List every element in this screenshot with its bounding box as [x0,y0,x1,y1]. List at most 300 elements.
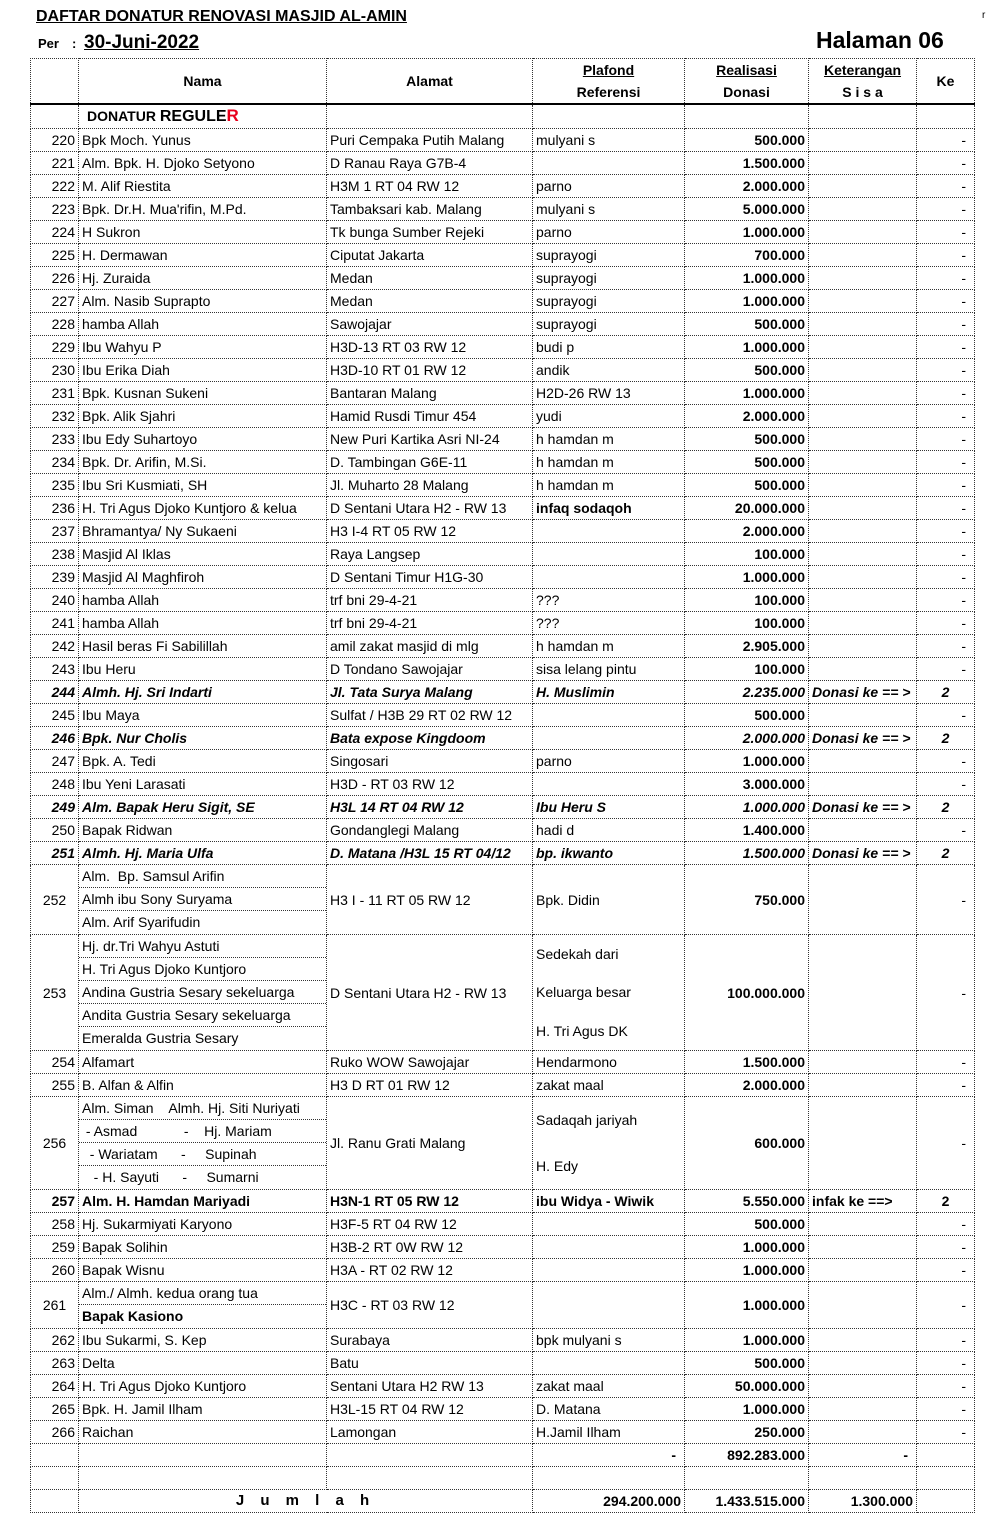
table-row [31,474,975,497]
row-number: 223 [31,198,79,221]
row-number: 244 [31,681,79,704]
donation-count: 2 [917,727,975,750]
donor-name: Hj. Zuraida [79,267,327,290]
donation-amount: 3.000.000 [685,773,809,796]
donor-address: H3F-5 RT 04 RW 12 [327,1213,533,1236]
table-row [31,658,975,681]
donation-amount: 1.000.000 [685,1398,809,1421]
donor-name-list [79,1282,327,1329]
row-number: 266 [31,1421,79,1444]
table-row [31,704,975,727]
donor-name: Bpk. Alik Sjahri [79,405,327,428]
section-prefix: DONATUR [87,108,160,124]
section-empty-2 [533,104,685,129]
header-alamat: Alamat [327,59,533,105]
donation-amount: 1.000.000 [685,267,809,290]
donation-amount: 1.500.000 [685,1051,809,1074]
row-number: 230 [31,359,79,382]
row-number: 247 [31,750,79,773]
total-empty-2 [917,1490,975,1513]
table-row [31,1074,975,1097]
page-number: Halaman 06 [816,27,944,53]
donor-address: trf bni 29-4-21 [327,612,533,635]
donor-name: Bpk. Kusnan Sukeni [79,382,327,405]
donor-name: Bpk. Dr. Arifin, M.Si. [79,451,327,474]
donation-amount: 1.000.000 [685,796,809,819]
row-number: 254 [31,1051,79,1074]
reference: ??? [533,612,685,635]
donor-address: H3D-13 RT 03 RW 12 [327,336,533,359]
donation-count: - [917,1282,975,1329]
donor-address: D. Tambingan G6E-11 [327,451,533,474]
remark [809,405,917,428]
reference: Hendarmono [533,1051,685,1074]
donation-amount: 100.000 [685,589,809,612]
remark [809,704,917,727]
remark [809,382,917,405]
row-number: 221 [31,152,79,175]
donation-count: - [917,612,975,635]
row-number: 240 [31,589,79,612]
donor-address: Singosari [327,750,533,773]
grand-total-row [31,1490,975,1513]
donor-name: Bpk. Dr.H. Mua'rifin, M.Pd. [79,198,327,221]
reference: infaq sodaqoh [533,497,685,520]
donation-amount: 2.000.000 [685,727,809,750]
reference-line: Keluarga besar [536,984,631,1001]
table-row [31,1213,975,1236]
donation-count: - [917,359,975,382]
header-realisasi-line1: Realisasi [716,62,777,78]
donation-count: - [917,566,975,589]
donor-name-line: H. Tri Agus Djoko Kuntjoro [79,958,326,981]
table-row [31,198,975,221]
donor-name: Almh. Hj. Maria Ulfa [79,842,327,865]
donation-count: - [917,589,975,612]
donation-count: - [917,175,975,198]
reference: H2D-26 RW 13 [533,382,685,405]
donation-count: 2 [917,796,975,819]
donation-amount: 1.000.000 [685,566,809,589]
donation-amount: 1.000.000 [685,221,809,244]
donor-address: Batu [327,1352,533,1375]
header-realisasi [685,59,809,105]
donation-amount: 2.000.000 [685,520,809,543]
row-number: 251 [31,842,79,865]
donor-name: Hj. Sukarmiyati Karyono [79,1213,327,1236]
total-sisa: 1.300.000 [809,1490,917,1513]
donation-count: - [917,221,975,244]
donation-count: - [917,750,975,773]
donor-address: H3B-2 RT 0W RW 12 [327,1236,533,1259]
remark [809,359,917,382]
section-empty-3 [685,104,809,129]
reference: zakat maal [533,1375,685,1398]
donor-address: D. Matana /H3L 15 RT 04/12 [327,842,533,865]
header-nama: Nama [79,59,327,105]
donor-name: Ibu Wahyu P [79,336,327,359]
reference [533,704,685,727]
remark [809,290,917,313]
remark [809,497,917,520]
remark [809,1213,917,1236]
reference [533,1097,685,1190]
donation-amount: 100.000 [685,658,809,681]
donation-count: - [917,1375,975,1398]
donation-amount: 1.000.000 [685,1282,809,1329]
table-row [31,1051,975,1074]
reference: budi p [533,336,685,359]
donation-count: - [917,244,975,267]
donor-name: Masjid Al Maghfiroh [79,566,327,589]
donation-amount: 250.000 [685,1421,809,1444]
row-number: 253 [31,935,79,1051]
donor-name: B. Alfan & Alfin [79,1074,327,1097]
separator-cell [533,1467,685,1490]
donor-name-line: Bapak Kasiono [82,1308,184,1324]
donor-name-line: Emeralda Gustria Sesary [82,1030,239,1046]
donor-name: H. Dermawan [79,244,327,267]
reference [533,1236,685,1259]
row-number: 259 [31,1236,79,1259]
donor-table [30,58,975,1513]
donation-count: - [917,129,975,152]
reference-line: H. Tri Agus DK [536,1022,628,1039]
donor-name-line: - Wariatam - Supinah [79,1143,326,1166]
row-number: 258 [31,1213,79,1236]
row-number: 260 [31,1259,79,1282]
reference: parno [533,175,685,198]
donor-address: Raya Langsep [327,543,533,566]
remark [809,935,917,1051]
table-row [31,1398,975,1421]
reference: parno [533,221,685,244]
remark [809,1259,917,1282]
row-number: 252 [31,865,79,935]
remark [809,1074,917,1097]
donor-name: Bapak Solihin [79,1236,327,1259]
table-row [31,1375,975,1398]
table-row [31,1190,975,1213]
donor-name: hamba Allah [79,313,327,336]
remark [809,1352,917,1375]
reference-line: H. Edy [536,1158,579,1174]
row-number: 232 [31,405,79,428]
table-row [31,152,975,175]
remark [809,313,917,336]
row-number: 255 [31,1074,79,1097]
donor-address: Sentani Utara H2 RW 13 [327,1375,533,1398]
reference: h hamdan m [533,474,685,497]
total-label: J u m l a h [79,1490,533,1513]
donation-amount: 100.000 [685,543,809,566]
donor-address: Ciputat Jakarta [327,244,533,267]
table-row [31,1352,975,1375]
donor-name: Ibu Yeni Larasati [79,773,327,796]
row-number: 262 [31,1329,79,1352]
remark [809,428,917,451]
remark [809,543,917,566]
row-number: 261 [31,1282,79,1329]
donation-count: - [917,428,975,451]
donor-address: amil zakat masjid di mlg [327,635,533,658]
donation-count: - [917,1051,975,1074]
donation-amount: 500.000 [685,428,809,451]
reference: D. Matana [533,1398,685,1421]
donation-amount: 1.000.000 [685,750,809,773]
corner-mark: r [982,10,986,21]
donor-address: Puri Cempaka Putih Malang [327,129,533,152]
remark [809,658,917,681]
donor-name: Masjid Al Iklas [79,543,327,566]
table-row [31,382,975,405]
donor-address: New Puri Kartika Asri NI-24 [327,428,533,451]
donor-address: D Sentani Timur H1G-30 [327,566,533,589]
table-row [31,750,975,773]
row-number: 224 [31,221,79,244]
table-row [31,1329,975,1352]
row-number: 226 [31,267,79,290]
donation-count: - [917,1213,975,1236]
section-row [31,104,975,129]
donor-name-line: Andita Gustria Sesary sekeluarga [79,1004,326,1027]
subtotal-empty-3 [327,1444,533,1467]
donor-name-list [79,935,327,1051]
donation-count: - [917,1352,975,1375]
table-row [31,635,975,658]
remark [809,221,917,244]
table-row-group [31,1282,975,1329]
donor-name-line: Almh ibu Sony Suryama [79,888,326,911]
table-row [31,290,975,313]
remark [809,267,917,290]
reference: yudi [533,405,685,428]
reference: ??? [533,589,685,612]
reference: bp. ikwanto [533,842,685,865]
donor-address: D Tondano Sawojajar [327,658,533,681]
remark [809,1398,917,1421]
table-row [31,405,975,428]
donor-address: H3D-10 RT 01 RW 12 [327,359,533,382]
donor-name: M. Alif Riestita [79,175,327,198]
remark [809,1097,917,1190]
donation-amount: 20.000.000 [685,497,809,520]
donation-count: - [917,704,975,727]
donor-address: H3A - RT 02 RW 12 [327,1259,533,1282]
donor-address: Bantaran Malang [327,382,533,405]
row-number: 246 [31,727,79,750]
reference: zakat maal [533,1074,685,1097]
document-title: DAFTAR DONATUR RENOVASI MASJID AL-AMIN [36,8,407,25]
donor-address: Bata expose Kingdoom [327,727,533,750]
remark [809,451,917,474]
donor-address: H3 I-4 RT 05 RW 12 [327,520,533,543]
table-row [31,129,975,152]
reference: mulyani s [533,129,685,152]
donor-name: Ibu Heru [79,658,327,681]
header-realisasi-line2: Donasi [723,84,770,100]
row-number: 239 [31,566,79,589]
reference [533,727,685,750]
table-row [31,313,975,336]
separator-cell [31,1467,79,1490]
table-row [31,727,975,750]
header-plafond-line1: Plafond [582,62,635,78]
donor-name: Delta [79,1352,327,1375]
separator-cell [79,1467,327,1490]
donor-name: Bpk Moch. Yunus [79,129,327,152]
donor-address: H3N-1 RT 05 RW 12 [327,1190,533,1213]
donor-address: Jl. Ranu Grati Malang [327,1097,533,1190]
row-number: 257 [31,1190,79,1213]
donation-amount: 500.000 [685,1213,809,1236]
donation-count: - [917,198,975,221]
remark [809,198,917,221]
row-number: 256 [31,1097,79,1190]
donation-amount: 1.400.000 [685,819,809,842]
remark [809,612,917,635]
header-keterangan [809,59,917,105]
row-number: 264 [31,1375,79,1398]
donor-address: D Ranau Raya G7B-4 [327,152,533,175]
header-plafond-line2: Referensi [576,84,641,100]
donor-name: hamba Allah [79,589,327,612]
donor-name: Bpk. H. Jamil Ilham [79,1398,327,1421]
donation-amount: 2.235.000 [685,681,809,704]
donor-name: H. Tri Agus Djoko Kuntjoro & kelua [79,497,327,520]
donation-amount: 1.500.000 [685,842,809,865]
remark [809,589,917,612]
reference: mulyani s [533,198,685,221]
table-row [31,221,975,244]
separator-row [31,1467,975,1490]
donor-address: H3D - RT 03 RW 12 [327,773,533,796]
donation-count: 2 [917,842,975,865]
donor-name: Ibu Sri Kusmiati, SH [79,474,327,497]
table-row [31,543,975,566]
report-date: 30-Juni-2022 [84,32,200,53]
donor-name: Hasil beras Fi Sabilillah [79,635,327,658]
donation-amount: 1.000.000 [685,336,809,359]
reference: ibu Widya - Wiwik [533,1190,685,1213]
reference [533,1352,685,1375]
reference [533,773,685,796]
subtotal-empty-2 [79,1444,327,1467]
donation-amount: 1.000.000 [685,1259,809,1282]
header-no [31,59,79,105]
row-number: 243 [31,658,79,681]
donor-name: Alfamart [79,1051,327,1074]
donation-count: - [917,520,975,543]
section-empty-1 [327,104,533,129]
table-row-group [31,1097,975,1190]
remark [809,1375,917,1398]
donor-name: Almh. Hj. Sri Indarti [79,681,327,704]
donor-name: Alm. Nasib Suprapto [79,290,327,313]
table-row [31,1236,975,1259]
donation-count: - [917,152,975,175]
table-row-group [31,865,975,935]
donor-address: Tambaksari kab. Malang [327,198,533,221]
reference: suprayogi [533,313,685,336]
table-row-group [31,935,975,1051]
subtotal-row [31,1444,975,1467]
donor-name-line: Alm./ Almh. kedua orang tua [79,1282,326,1305]
donation-amount: 1.000.000 [685,290,809,313]
donation-count: - [917,474,975,497]
row-number: 227 [31,290,79,313]
donation-amount: 1.000.000 [685,382,809,405]
row-number: 250 [31,819,79,842]
reference [533,152,685,175]
donation-count: - [917,543,975,566]
donation-count: - [917,1398,975,1421]
total-plafond: 294.200.000 [533,1490,685,1513]
remark [809,566,917,589]
row-number: 235 [31,474,79,497]
reference [533,1282,685,1329]
table-row [31,520,975,543]
table-row [31,428,975,451]
per-label: Per [38,36,59,51]
donor-address: H3C - RT 03 RW 12 [327,1282,533,1329]
row-number: 238 [31,543,79,566]
reference [533,1259,685,1282]
total-empty-1 [31,1490,79,1513]
reference: h hamdan m [533,428,685,451]
donor-address: Ruko WOW Sawojajar [327,1051,533,1074]
separator-cell [809,1467,917,1490]
donation-amount: 700.000 [685,244,809,267]
donation-amount: 500.000 [685,451,809,474]
remark: Donasi ke == > [809,796,917,819]
table-row [31,566,975,589]
section-big: REGULE [159,108,227,125]
table-row [31,589,975,612]
row-number: 220 [31,129,79,152]
donor-name-line: - Asmad - Hj. Mariam [79,1120,326,1143]
table-row [31,773,975,796]
remark [809,1282,917,1329]
reference: suprayogi [533,244,685,267]
donor-name: Alm. Bpk. H. Djoko Setyono [79,152,327,175]
donation-count: 2 [917,681,975,704]
remark [809,1329,917,1352]
donor-address: H3 D RT 01 RW 12 [327,1074,533,1097]
donor-address: trf bni 29-4-21 [327,589,533,612]
separator-cell [327,1467,533,1490]
table-row [31,359,975,382]
donation-amount: 1.500.000 [685,152,809,175]
separator-cell [685,1467,809,1490]
reference: bpk mulyani s [533,1329,685,1352]
donation-amount: 500.000 [685,129,809,152]
row-number: 237 [31,520,79,543]
row-number: 241 [31,612,79,635]
donor-address: Tk bunga Sumber Rejeki [327,221,533,244]
reference-line: Sadaqah jariyah [536,1112,638,1128]
donor-name: Ibu Maya [79,704,327,727]
donor-address: H3L 14 RT 04 RW 12 [327,796,533,819]
donor-name: Bpk. A. Tedi [79,750,327,773]
section-empty-4 [809,104,917,129]
donor-name-line: Alm. Bp. Samsul Arifin [79,865,326,888]
donor-name-line: Alm. Siman Almh. Hj. Siti Nuriyati [79,1097,326,1120]
header-keterangan-line1: Keterangan [823,62,902,78]
donation-count: - [917,865,975,935]
remark [809,819,917,842]
donation-count: - [917,1236,975,1259]
